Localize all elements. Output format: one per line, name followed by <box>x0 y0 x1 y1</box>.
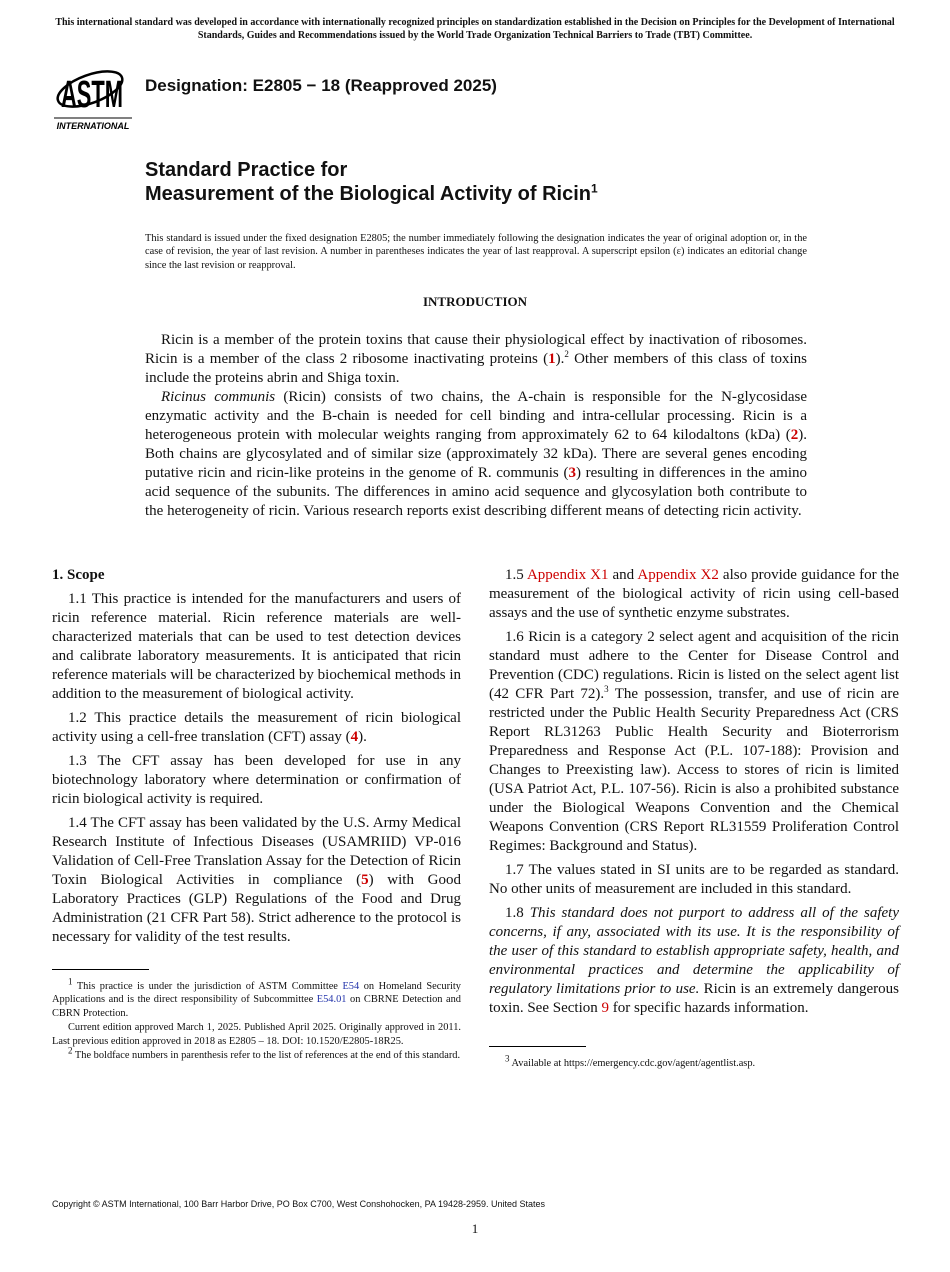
footnotes <box>52 976 461 1062</box>
text: (Ricin) consists of two chains, the A-chain is responsible for the N-glycosidase enzymatic activity and the B-chain is needed for cell binding and intra-cellular processing. Ricin is a heterogeneous protein with molecular weights ranging from approximately 62 to 64 kilodaltons (kDa) ( <box>145 389 807 443</box>
text: and <box>608 567 638 583</box>
logo-subtitle: INTERNATIONAL <box>56 121 130 131</box>
section-1-2 <box>52 709 461 747</box>
reference-link[interactable]: 5 <box>361 872 369 888</box>
footnotes-right <box>489 1053 899 1070</box>
left-column <box>52 566 461 1063</box>
section-heading-scope: 1. Scope <box>52 567 105 583</box>
text: ). <box>555 351 565 367</box>
footnote-number: 2 <box>68 1045 73 1056</box>
text: 1.5 <box>505 567 527 583</box>
reference-link[interactable]: 1 <box>548 351 556 367</box>
introduction-heading: INTRODUCTION <box>422 294 527 309</box>
reference-link[interactable]: 4 <box>350 729 359 745</box>
text: ) with Good Laboratory Practices (GLP) Regulations of the Food and Drug Administration (21 CFR Part 58). Strict adherence to the protocol is necessary for validity of the test results. <box>52 872 461 945</box>
edition-note: Current edition approved March 1, 2025. Published April 2025. Originally approved in 2011. Last previous edition approved in 2018 as E2805 – 18. DOI: 10.1520/E2805-18R25. <box>52 1022 461 1047</box>
issuance-note: This standard is issued under the fixed designation E2805; the number immediately following the designation indicates the year of original adoption or, in the case of revision, the year of last revision. A number in parentheses indicates the year of last reapproval. A superscript epsilon (ε) indicates an editorial change since the last revision or reapproval. <box>145 233 807 271</box>
reference-link[interactable]: 2 <box>790 427 799 443</box>
intro-paragraph-2 <box>145 388 807 521</box>
footnote-ref[interactable]: 2 <box>564 349 569 359</box>
page-number: 1 <box>471 1221 479 1236</box>
title-footnote-ref[interactable]: 1 <box>591 181 598 196</box>
section-9-link[interactable]: 9 <box>601 1000 609 1016</box>
section-1-4 <box>52 814 461 947</box>
wto-notice: This international standard was developed in accordance with internationally recognized principles on standardization established in the Decision on Principles for the Development of International Standards, Guides and Recommendations issued by the World Trade Organization Technical Barriers to Trade (TBT) Committee. <box>55 17 895 41</box>
section-1-3: 1.3 The CFT assay has been developed for use in any biotechnology laboratory where determination or confirmation of ricin biological activity is required. <box>52 753 461 807</box>
footnote-number: 1 <box>68 976 73 987</box>
document-title <box>145 158 598 206</box>
text: The boldface numbers in parenthesis refer to the list of references at the end of this standard. <box>72 1050 461 1062</box>
introduction <box>145 331 807 521</box>
footnote-1 <box>52 976 461 1020</box>
title-line-1: Standard Practice for <box>145 159 348 181</box>
footnote-divider <box>489 1046 586 1047</box>
footnote-2 <box>52 1045 461 1062</box>
footnote-divider <box>52 969 149 970</box>
section-1-7: 1.7 The values stated in SI units are to be regarded as standard. No other units of measurement are included in this standard. <box>489 862 899 897</box>
text: 1.2 This practice details the measurement of ricin biological activity using a cell-free translation (CFT) assay ( <box>52 710 461 745</box>
text: ) resulting in differences in the amino acid sequence of the subunits. The differences in amino acid sequence and glycosylation both contribute to the heterogeneity of ricin. Various research reports exist describing different means of detecting ricin activity. <box>145 465 807 519</box>
right-column <box>489 566 899 1071</box>
text: on CBRNE Detection and CBRN Protection. <box>52 994 461 1019</box>
text: This practice is under the jurisdiction of ASTM Committee <box>72 981 343 992</box>
section-1-8 <box>489 904 899 1018</box>
designation: Designation: E2805 − 18 (Reapproved 2025) <box>145 76 497 95</box>
text: 1.8 <box>505 905 530 921</box>
footnote-ref[interactable]: 3 <box>604 684 609 694</box>
reference-link[interactable]: 3 <box>568 465 576 481</box>
text: 1.6 Ricin is a category 2 select agent and acquisition of the ricin standard must adhere to the Center for Disease Control and Prevention (CDC) regulations. Ricin is listed on the select agent list (42 CFR Part 72). <box>489 629 899 702</box>
appendix-x1-link[interactable]: Appendix X1 <box>526 567 609 583</box>
title-line-2: Measurement of the Biological Activity of Ricin <box>145 183 591 205</box>
text: on Homeland Security Applications and is the direct responsibility of Subcommittee <box>52 981 461 1006</box>
footnote-3 <box>489 1053 899 1070</box>
text: ). <box>358 729 367 745</box>
text: Available at https://emergency.cdc.gov/agent/agentlist.asp. <box>509 1058 756 1069</box>
committee-link[interactable]: E54 <box>342 981 360 992</box>
text: The possession, transfer, and use of ricin are restricted under the Public Health Security Preparedness Act (CRS Report RL31263 Public Health Security and Bioterrorism Preparedness and Response Act (P.L. 107-188): Provision and Changes to Preexisting law). Access to stores of ricin is limited (USA Patriot Act, P.L. 107-56). Ricin is also a prohibited substance under the Biological Weapons Convention and the Chemical Weapons Convention (CRS Report RL31559 Proliferation Control Regimes: Background and Status). <box>489 686 899 854</box>
astm-logo <box>54 55 134 133</box>
footnote-number: 3 <box>505 1053 510 1064</box>
section-1-1: 1.1 This practice is intended for the manufacturers and users of ricin reference material. Ricin reference materials are well-characterized materials that can be used to test detection devices and calibrate laboratory measurements. It is anticipated that ricin reference materials will be characterized by biochemical methods in addition to the measurement of biological activity. <box>52 591 461 702</box>
section-1-6 <box>489 628 899 856</box>
text: Ricin is an extremely dangerous toxin. See Section <box>489 981 900 1016</box>
intro-paragraph-1 <box>145 331 807 388</box>
text: Ricin is a member of the protein toxins that cause their physiological effect by inactivation of ribosomes. Ricin is a member of the class 2 ribosome inactivating proteins ( <box>145 332 807 367</box>
text: ). Both chains are glycosylated and of similar size (approximately 32 kDa). There are several genes encoding putative ricin and ricin-like proteins in the genome of R. communis ( <box>145 427 807 481</box>
appendix-x2-link[interactable]: Appendix X2 <box>637 567 719 583</box>
section-1-5 <box>489 566 899 623</box>
copyright: Copyright © ASTM International, 100 Barr Harbor Drive, PO Box C700, West Conshohocken, PA 19428-2959. United States <box>52 1199 546 1209</box>
species-name: Ricinus communis <box>161 389 276 405</box>
subcommittee-link[interactable]: E54.01 <box>316 994 347 1006</box>
text: 1.4 The CFT assay has been validated by the U.S. Army Medical Research Institute of Infectious Diseases (USAMRIID) VP-016 Validation of Cell-Free Translation Assay for the Detection of Ricin Toxin Biological Activities in compliance ( <box>52 815 461 888</box>
safety-caveat: This standard does not purport to address all of the safety concerns, if any, associated with its use. It is the responsibility of the user of this standard to establish appropriate safety, health, and environmental practices and determine the applicability of regulatory limitations prior to use. <box>489 905 900 997</box>
logo-letters: ASTM <box>61 74 123 116</box>
text: Other members of this class of toxins include the proteins abrin and Shiga toxin. <box>145 351 807 386</box>
text: also provide guidance for the measurement of the biological activity of ricin using cell-based assays and the use of synthetic enzyme substrates. <box>489 567 899 621</box>
text: for specific hazards information. <box>609 1000 809 1016</box>
